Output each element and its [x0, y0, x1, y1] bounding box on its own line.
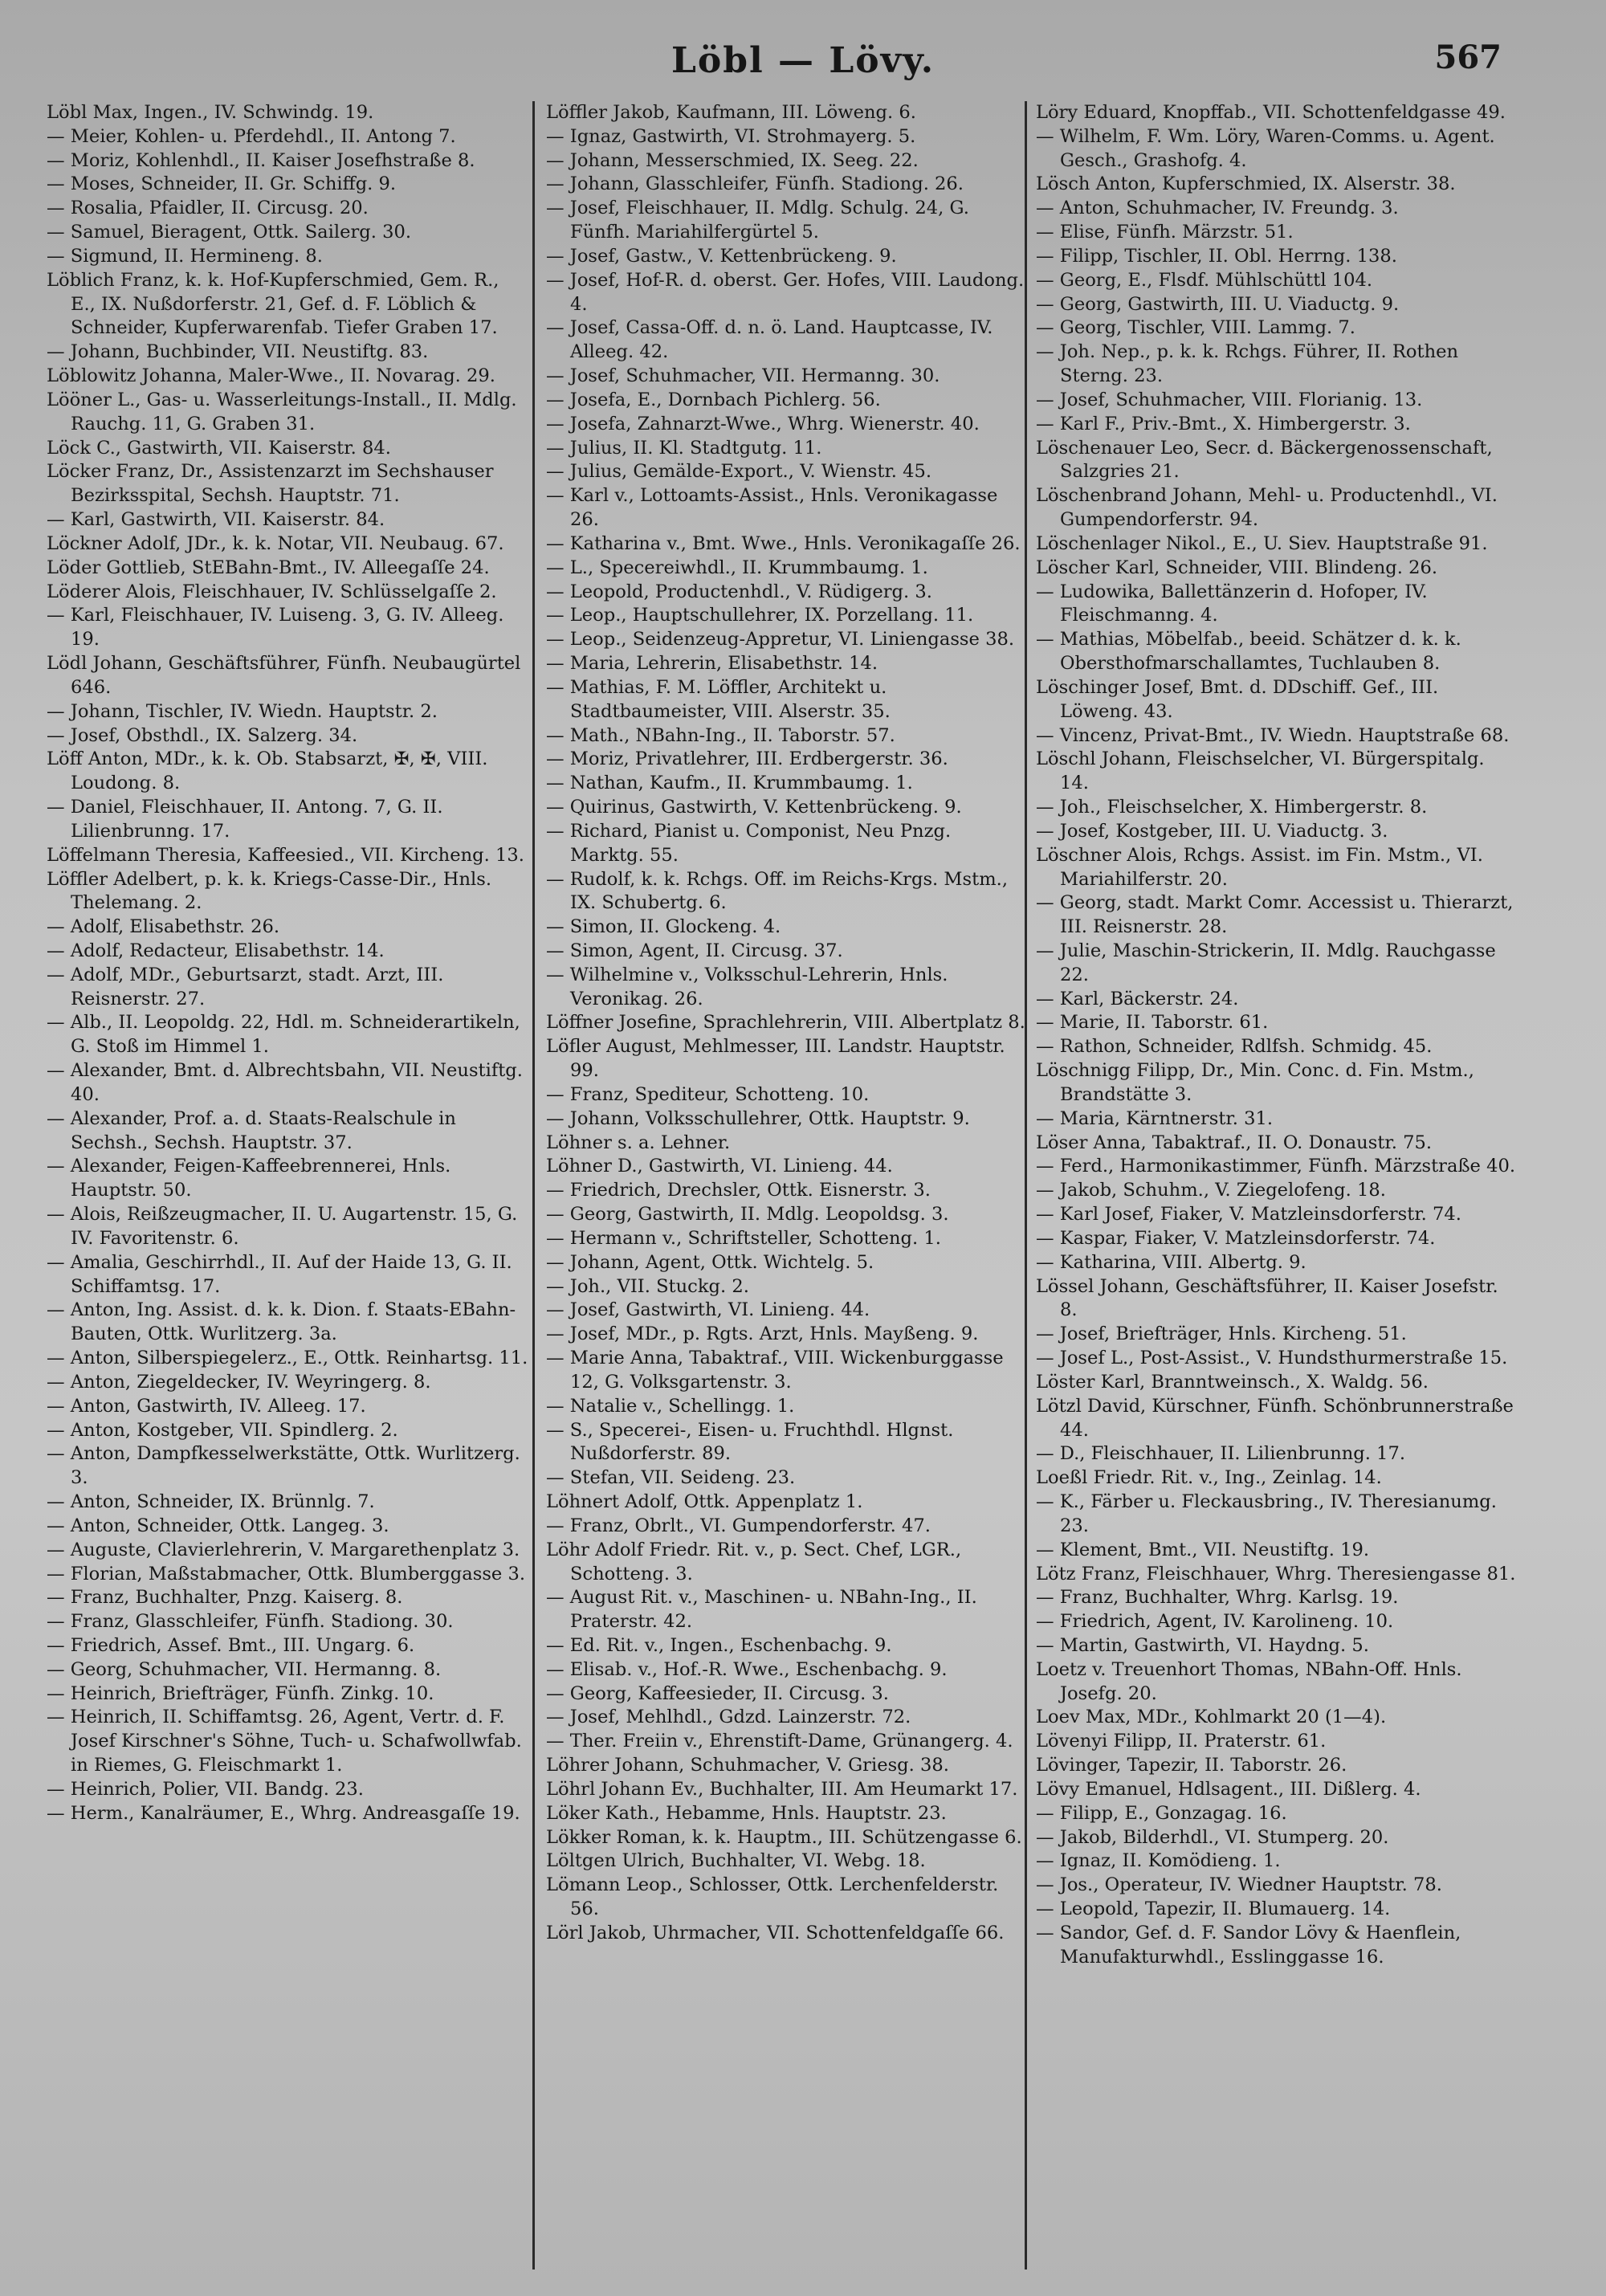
directory-entry: Loeßl Friedr. Rit. v., Ing., Zeinlag. 14.	[1036, 1467, 1382, 1489]
directory-entry: — Franz, Buchhalter, Pnzg. Kaiserg. 8.	[47, 1587, 403, 1609]
directory-entry: Lösch Anton, Kupferschmied, IX. Alserstr. 38.	[1036, 173, 1456, 195]
directory-entry: — Johann, Messerschmied, IX. Seeg. 22.	[546, 149, 919, 171]
directory-entry: — Moriz, Privatlehrer, III. Erdbergerstr. 36.	[546, 748, 948, 770]
directory-entry: Lötz Franz, Fleischhauer, Whrg. Theresiengasse 81.	[1036, 1563, 1516, 1584]
directory-entry: — Josef, Schuhmacher, VII. Hermanng. 30.	[546, 365, 940, 387]
directory-entry: — Hermann v., Schriftsteller, Schotteng. 1.	[546, 1227, 941, 1249]
directory-entry: Löffelmann Theresia, Kaffeesied., VII. Kircheng. 13.	[47, 844, 524, 866]
directory-entry: — Johann, Volksschullehrer, Ottk. Hauptstr. 9.	[546, 1107, 970, 1129]
directory-column-2	[546, 101, 1028, 1946]
directory-entry: — Anton, Gastwirth, IV. Alleeg. 17.	[47, 1395, 366, 1417]
directory-entry: — Natalie v., Schellingg. 1.	[546, 1395, 795, 1417]
directory-entry: Löffner Josefine, Sprachlehrerin, VIII. Albertplatz 8.	[546, 1012, 1025, 1034]
directory-entry: — Joh. Nep., p. k. k. Rchgs. Führer, II. Rothen Sterng. 23.	[1036, 341, 1459, 387]
directory-entry: — Simon, Agent, II. Circusg. 37.	[546, 940, 843, 961]
directory-entry: — Josefa, E., Dornbach Pichlerg. 56.	[546, 389, 881, 410]
column-divider	[532, 101, 535, 2269]
page-number: 567	[1434, 39, 1502, 76]
directory-entry: — Marie Anna, Tabaktraf., VIII. Wickenburggasse 12, G. Volksgartenstr. 3.	[546, 1348, 1004, 1393]
directory-entry: Löblowitz Johanna, Maler-Wwe., II. Novarag. 29.	[47, 365, 495, 387]
directory-entry: — Karl F., Priv.-Bmt., X. Himbergerstr. 3.	[1036, 413, 1411, 434]
directory-entry: — Ludowika, Ballettänzerin d. Hofoper, IV. Fleischmanng. 4.	[1036, 581, 1428, 626]
directory-entry: — Josef, Obsthdl., IX. Salzerg. 34.	[47, 724, 358, 746]
directory-entry: — Math., NBahn-Ing., II. Taborstr. 57.	[546, 724, 895, 746]
directory-entry: — Karl v., Lottoamts-Assist., Hnls. Veronikagasse 26.	[546, 485, 998, 531]
directory-entry: — Ther. Freiin v., Ehrenstift-Dame, Grünangerg. 4.	[546, 1731, 1013, 1752]
directory-entry: — Stefan, VII. Seideng. 23.	[546, 1467, 796, 1489]
directory-entry: — Klement, Bmt., VII. Neustiftg. 19.	[1036, 1539, 1370, 1560]
directory-entry: — Leop., Seidenzeug-Appretur, VI. Liniengasse 38.	[546, 629, 1015, 650]
directory-entry: — Wilhelm, F. Wm. Löry, Waren-Comms. u. Agent. Gesch., Grashofg. 4.	[1036, 125, 1495, 171]
directory-entry: — Joh., VII. Stuckg. 2.	[546, 1275, 749, 1297]
directory-entry: — Georg, stadt. Markt Comr. Accessist u. Thierarzt, III. Reisnerstr. 28.	[1036, 892, 1514, 938]
directory-entry: Löffler Adelbert, p. k. k. Kriegs-Casse-Dir., Hnls. Thelemang. 2.	[47, 868, 492, 914]
directory-entry: — Jakob, Schuhm., V. Ziegelofeng. 18.	[1036, 1180, 1386, 1201]
directory-entry: — August Rit. v., Maschinen- u. NBahn-Ing., II. Praterstr. 42.	[546, 1587, 977, 1633]
directory-entry: Lömann Leop., Schlosser, Ottk. Lerchenfelderstr. 56.	[546, 1874, 999, 1920]
directory-entry: Löck C., Gastwirth, VII. Kaiserstr. 84.	[47, 437, 391, 459]
directory-entry: Lövinger, Tapezir, II. Taborstr. 26.	[1036, 1755, 1347, 1776]
directory-entry: — Rathon, Schneider, Rdlfsh. Schmidg. 45.	[1036, 1036, 1433, 1058]
directory-entry: — Anton, Silberspiegelerz., E., Ottk. Reinhartsg. 11.	[47, 1348, 528, 1369]
directory-entry: — Julius, Gemälde-Export., V. Wienstr. 45.	[546, 461, 932, 483]
directory-entry: — Quirinus, Gastwirth, V. Kettenbrückeng. 9.	[546, 797, 962, 818]
directory-entry: — Alexander, Feigen-Kaffeebrennerei, Hnls. Hauptstr. 50.	[47, 1156, 451, 1201]
directory-entry: Löry Eduard, Knopffab., VII. Schottenfeldgasse 49.	[1036, 102, 1506, 123]
directory-entry: — Friedrich, Agent, IV. Karolineng. 10.	[1036, 1611, 1394, 1633]
directory-entry: Löster Karl, Branntweinsch., X. Waldg. 56.	[1036, 1371, 1429, 1393]
directory-entry: — Josef, Gastwirth, VI. Linieng. 44.	[546, 1299, 870, 1321]
directory-entry: — Franz, Spediteur, Schotteng. 10.	[546, 1083, 870, 1105]
directory-entry: — Sigmund, II. Hermineng. 8.	[47, 245, 323, 267]
directory-entry: — S., Specerei-, Eisen- u. Fruchthdl. Hlgnst. Nußdorferstr. 89.	[546, 1419, 954, 1465]
directory-entry: Lörl Jakob, Uhrmacher, VII. Schottenfeldgaſſe 66.	[546, 1922, 1005, 1943]
directory-entry: Löscher Karl, Schneider, VIII. Blindeng. 26.	[1036, 557, 1438, 578]
directory-entry: — Samuel, Bieragent, Ottk. Sailerg. 30.	[47, 222, 412, 243]
directory-entry: — Anton, Schneider, Ottk. Langeg. 3.	[47, 1515, 389, 1536]
directory-entry: — Leopold, Tapezir, II. Blumauerg. 14.	[1036, 1898, 1391, 1920]
directory-entry: Löhner s. a. Lehner.	[546, 1132, 731, 1153]
directory-entry: — Georg, Tischler, VIII. Lammg. 7.	[1036, 317, 1355, 339]
directory-entry: Löhrer Johann, Schuhmacher, V. Griesg. 38.	[546, 1755, 949, 1776]
directory-entry: — Karl, Bäckerstr. 24.	[1036, 988, 1239, 1009]
directory-entry: — Maria, Kärntnerstr. 31.	[1036, 1107, 1274, 1129]
directory-entry: — Georg, Schuhmacher, VII. Hermanng. 8.	[47, 1658, 442, 1680]
directory-entry: — Josef, Fleischhauer, II. Mdlg. Schulg. 24, G. Fünfh. Mariahilfergürtel 5.	[546, 198, 969, 243]
directory-entry: — Vincenz, Privat-Bmt., IV. Wiedn. Hauptstraße 68.	[1036, 724, 1510, 746]
directory-entry: — Joh., Fleischselcher, X. Himbergerstr. 8.	[1036, 797, 1428, 818]
directory-entry: Löff Anton, MDr., k. k. Ob. Stabsarzt, ✠, ✠, VIII. Loudong. 8.	[47, 748, 488, 794]
directory-entry: — Georg, E., Flsdf. Mühlschüttl 104.	[1036, 269, 1373, 291]
directory-entry: — Ferd., Harmonikastimmer, Fünfh. Märzstraße 40.	[1036, 1156, 1516, 1177]
directory-entry: — Johann, Tischler, IV. Wiedn. Hauptstr. 2.	[47, 700, 438, 722]
directory-entry: Lökker Roman, k. k. Hauptm., III. Schützengasse 6.	[546, 1826, 1022, 1848]
directory-entry: Loetz v. Treuenhort Thomas, NBahn-Off. Hnls. Josefg. 20.	[1036, 1658, 1462, 1704]
directory-entry: — Julius, II. Kl. Stadtgutg. 11.	[546, 437, 822, 459]
directory-entry: Löfler August, Mehlmesser, III. Landstr. Hauptstr. 99.	[546, 1036, 1005, 1082]
directory-entry: — Anton, Kostgeber, VII. Spindlerg. 2.	[47, 1419, 398, 1441]
directory-entry: — Franz, Glasschleifer, Fünfh. Stadiong. 30.	[47, 1611, 454, 1633]
directory-entry: — Johann, Buchbinder, VII. Neustiftg. 83.	[47, 341, 429, 363]
directory-entry: — L., Specereiwhdl., II. Krummbaumg. 1.	[546, 557, 928, 578]
directory-entry: Lövy Emanuel, Hdlsagent., III. Dißlerg. 4.	[1036, 1778, 1421, 1800]
directory-entry: — Ignaz, II. Komödieng. 1.	[1036, 1850, 1281, 1872]
directory-entry: Löbl Max, Ingen., IV. Schwindg. 19.	[47, 102, 374, 123]
directory-entry: — Anton, Schneider, IX. Brünnlg. 7.	[47, 1491, 375, 1513]
page-title: Löbl — Lövy.	[671, 40, 935, 81]
directory-entry: — Mathias, F. M. Löffler, Architekt u. Stadtbaumeister, VIII. Alserstr. 35.	[546, 676, 891, 722]
directory-entry: — Mathias, Möbelfab., beeid. Schätzer d. k. k. Obersthofmarschallamtes, Tuchlauben 8.	[1036, 629, 1461, 675]
directory-entry: Löcker Franz, Dr., Assistenzarzt im Sechshauser Bezirksspital, Sechsh. Hauptstr. 71.	[47, 461, 494, 507]
directory-entry: Löhnert Adolf, Ottk. Appenplatz 1.	[546, 1491, 863, 1513]
directory-entry: — D., Fleischhauer, II. Lilienbrunng. 17.	[1036, 1443, 1406, 1465]
directory-entry: Lödl Johann, Geschäftsführer, Fünfh. Neubaugürtel 646.	[47, 653, 521, 698]
directory-entry: Löschenlager Nikol., E., U. Siev. Hauptstraße 91.	[1036, 532, 1488, 554]
directory-entry: — Adolf, MDr., Geburtsarzt, stadt. Arzt, III. Reisnerstr. 27.	[47, 964, 444, 1009]
directory-entry: — Kaspar, Fiaker, V. Matzleinsdorferstr. 74.	[1036, 1227, 1436, 1249]
directory-entry: Löderer Alois, Fleischhauer, IV. Schlüsselgaſſe 2.	[47, 581, 497, 602]
directory-entry: Lötzl David, Kürschner, Fünfh. Schönbrunnerstraße 44.	[1036, 1395, 1514, 1441]
directory-entry: Löhrl Johann Ev., Buchhalter, III. Am Heumarkt 17.	[546, 1778, 1018, 1800]
directory-entry: — Amalia, Geschirrhdl., II. Auf der Haide 13, G. II. Schiffamtsg. 17.	[47, 1251, 512, 1297]
directory-entry: Löckner Adolf, JDr., k. k. Notar, VII. Neubaug. 67.	[47, 532, 504, 554]
directory-entry: — Anton, Schuhmacher, IV. Freundg. 3.	[1036, 198, 1399, 219]
directory-entry: — Josef, Mehlhdl., Gdzd. Lainzerstr. 72.	[546, 1707, 911, 1728]
directory-entry: — Friedrich, Drechsler, Ottk. Eisnerstr. 3.	[546, 1180, 931, 1201]
directory-entry: — Johann, Agent, Ottk. Wichtelg. 5.	[546, 1251, 874, 1273]
directory-entry: — Martin, Gastwirth, VI. Haydng. 5.	[1036, 1635, 1369, 1656]
directory-entry: — Karl, Gastwirth, VII. Kaiserstr. 84.	[47, 509, 385, 531]
directory-entry: — Rudolf, k. k. Rchgs. Off. im Reichs-Krgs. Mstm., IX. Schubertg. 6.	[546, 868, 1009, 914]
directory-entry: Loev Max, MDr., Kohlmarkt 20 (1—4).	[1036, 1707, 1387, 1728]
directory-entry: Löder Gottlieb, StEBahn-Bmt., IV. Alleegaſſe 24.	[47, 557, 490, 578]
directory-entry: — Alexander, Bmt. d. Albrechtsbahn, VII. Neustiftg. 40.	[47, 1060, 523, 1105]
directory-entry: Lövenyi Filipp, II. Praterstr. 61.	[1036, 1731, 1327, 1752]
directory-entry: — Georg, Gastwirth, III. U. Viaductg. 9.	[1036, 293, 1400, 315]
directory-entry: Löffler Jakob, Kaufmann, III. Löweng. 6.	[546, 102, 916, 123]
directory-entry: — Anton, Dampfkesselwerkstätte, Ottk. Wurlitzerg. 3.	[47, 1443, 520, 1489]
directory-entry: — K., Färber u. Fleckausbring., IV. Theresianumg. 23.	[1036, 1491, 1497, 1536]
directory-entry: — Katharina v., Bmt. Wwe., Hnls. Veronikagaſſe 26.	[546, 532, 1021, 554]
directory-entry: — Josef, Gastw., V. Kettenbrückeng. 9.	[546, 245, 897, 267]
directory-entry: — Marie, II. Taborstr. 61.	[1036, 1012, 1269, 1034]
directory-entry: — Maria, Lehrerin, Elisabethstr. 14.	[546, 653, 878, 675]
directory-entry: — Friedrich, Assef. Bmt., III. Ungarg. 6.	[47, 1635, 415, 1656]
directory-entry: Löschenauer Leo, Secr. d. Bäckergenossenschaft, Salzgries 21.	[1036, 437, 1493, 483]
directory-entry: Löschinger Josef, Bmt. d. DDschiff. Gef., III. Löweng. 43.	[1036, 676, 1439, 722]
directory-entry: Löschner Alois, Rchgs. Assist. im Fin. Mstm., VI. Mariahilferstr. 20.	[1036, 844, 1483, 890]
directory-entry: — Franz, Obrlt., VI. Gumpendorferstr. 47.	[546, 1515, 931, 1536]
directory-entry: — Florian, Maßstabmacher, Ottk. Blumberggasse 3.	[47, 1563, 526, 1584]
directory-entry: — Meier, Kohlen- u. Pferdehdl., II. Antong 7.	[47, 125, 456, 147]
directory-entry: Löltgen Ulrich, Buchhalter, VI. Webg. 18.	[546, 1850, 926, 1872]
directory-entry: — Jakob, Bilderhdl., VI. Stumperg. 20.	[1036, 1826, 1389, 1848]
directory-entry: — Sandor, Gef. d. F. Sandor Lövy & Haenflein, Manufakturwhdl., Esslinggasse 16.	[1036, 1922, 1461, 1968]
directory-entry: — Heinrich, Polier, VII. Bandg. 23.	[47, 1778, 364, 1800]
directory-entry: — Simon, II. Glockeng. 4.	[546, 916, 781, 938]
directory-column-3	[1036, 101, 1518, 1970]
directory-entry: — Josef L., Post-Assist., V. Hundsthurmerstraße 15.	[1036, 1348, 1508, 1369]
directory-entry: — Julie, Maschin-Strickerin, II. Mdlg. Rauchgasse 22.	[1036, 940, 1496, 985]
directory-entry: — Ignaz, Gastwirth, VI. Strohmayerg. 5.	[546, 125, 916, 147]
directory-entry: — Leopold, Productenhdl., V. Rüdigerg. 3.	[546, 581, 932, 602]
directory-entry: — Josef, Briefträger, Hnls. Kircheng. 51.	[1036, 1323, 1407, 1345]
directory-entry: — Auguste, Clavierlehrerin, V. Margarethenplatz 3.	[47, 1539, 520, 1560]
directory-entry: — Elisab. v., Hof.-R. Wwe., Eschenbachg. 9.	[546, 1658, 948, 1680]
directory-entry: Löschenbrand Johann, Mehl- u. Productenhdl., VI. Gumpendorferstr. 94.	[1036, 485, 1498, 531]
directory-entry: — Herm., Kanalräumer, E., Whrg. Andreasgaſſe 19.	[47, 1802, 520, 1824]
directory-entry: — Josef, Schuhmacher, VIII. Florianig. 13.	[1036, 389, 1423, 410]
directory-entry: — Nathan, Kaufm., II. Krummbaumg. 1.	[546, 773, 913, 794]
directory-entry: — Wilhelmine v., Volksschul-Lehrerin, Hnls. Veronikag. 26.	[546, 964, 948, 1009]
directory-entry: Löker Kath., Hebamme, Hnls. Hauptstr. 23.	[546, 1802, 947, 1824]
directory-entry: — Filipp, E., Gonzagag. 16.	[1036, 1802, 1287, 1824]
directory-entry: — Anton, Ing. Assist. d. k. k. Dion. f. Staats-EBahn-Bauten, Ottk. Wurlitzerg. 3a.	[47, 1299, 516, 1345]
directory-entry: — Adolf, Redacteur, Elisabethstr. 14.	[47, 940, 385, 961]
directory-entry: — Katharina, VIII. Albertg. 9.	[1036, 1251, 1306, 1273]
directory-entry: — Moses, Schneider, II. Gr. Schiffg. 9.	[47, 173, 397, 195]
directory-entry: — Leop., Hauptschullehrer, IX. Porzellang. 11.	[546, 605, 974, 626]
directory-entry: — Daniel, Fleischhauer, II. Antong. 7, G. II. Lilienbrunng. 17.	[47, 797, 443, 842]
directory-entry: Löser Anna, Tabaktraf., II. O. Donaustr. 75.	[1036, 1132, 1433, 1153]
directory-entry: Löhr Adolf Friedr. Rit. v., p. Sect. Chef, LGR., Schotteng. 3.	[546, 1539, 962, 1584]
directory-entry: — Georg, Gastwirth, II. Mdlg. Leopoldsg. 3.	[546, 1204, 949, 1225]
directory-entry: Löblich Franz, k. k. Hof-Kupferschmied, Gem. R., E., IX. Nußdorferstr. 21, Gef. d. F. Löblich & Schneider, Kupferwarenfab. Tiefer Graben 17.	[47, 269, 499, 339]
directory-entry: Lööner L., Gas- u. Wasserleitungs-Install., II. Mdlg. Rauchg. 11, G. Graben 31.	[47, 389, 517, 434]
directory-entry: — Jos., Operateur, IV. Wiedner Hauptstr. 78.	[1036, 1874, 1442, 1896]
directory-entry: — Elise, Fünfh. Märzstr. 51.	[1036, 222, 1294, 243]
directory-entry: — Johann, Glasschleifer, Fünfh. Stadiong. 26.	[546, 173, 964, 195]
directory-entry: — Adolf, Elisabethstr. 26.	[47, 916, 280, 938]
directory-entry: — Josef, Cassa-Off. d. n. ö. Land. Hauptcasse, IV. Alleeg. 42.	[546, 317, 993, 363]
directory-entry: — Franz, Buchhalter, Whrg. Karlsg. 19.	[1036, 1587, 1399, 1609]
directory-entry: — Richard, Pianist u. Componist, Neu Pnzg. Marktg. 55.	[546, 820, 952, 866]
directory-entry: — Alb., II. Leopoldg. 22, Hdl. m. Schneiderartikeln, G. Stoß im Himmel 1.	[47, 1012, 520, 1058]
directory-entry: — Josef, MDr., p. Rgts. Arzt, Hnls. Mayßeng. 9.	[546, 1323, 979, 1345]
directory-entry: Löschl Johann, Fleischselcher, VI. Bürgerspitalg. 14.	[1036, 748, 1485, 794]
page-header	[0, 35, 1606, 92]
directory-entry: Löschnigg Filipp, Dr., Min. Conc. d. Fin. Mstm., Brandstätte 3.	[1036, 1060, 1474, 1105]
directory-entry: — Georg, Kaffeesieder, II. Circusg. 3.	[546, 1682, 889, 1704]
directory-entry: — Karl Josef, Fiaker, V. Matzleinsdorferstr. 74.	[1036, 1204, 1461, 1225]
directory-entry: Lössel Johann, Geschäftsführer, II. Kaiser Josefstr. 8.	[1036, 1275, 1498, 1321]
directory-entry: — Heinrich, Briefträger, Fünfh. Zinkg. 10.	[47, 1682, 434, 1704]
directory-entry: — Alois, Reißzeugmacher, II. U. Augartenstr. 15, G. IV. Favoritenstr. 6.	[47, 1204, 518, 1249]
directory-entry: — Karl, Fleischhauer, IV. Luiseng. 3, G. IV. Alleeg. 19.	[47, 605, 504, 650]
directory-entry: Löhner D., Gastwirth, VI. Linieng. 44.	[546, 1156, 893, 1177]
directory-entry: — Josef, Kostgeber, III. U. Viaductg. 3.	[1036, 820, 1388, 842]
directory-entry: — Heinrich, II. Schiffamtsg. 26, Agent, Vertr. d. F. Josef Kirschner's Söhne, Tuch- u. Schafwollwfab. in Riemes, G. Fleischmarkt 1.	[47, 1707, 522, 1776]
directory-entry: — Anton, Ziegeldecker, IV. Weyringerg. 8.	[47, 1371, 431, 1393]
directory-entry: — Josef, Hof-R. d. oberst. Ger. Hofes, VIII. Laudong. 4.	[546, 269, 1025, 315]
directory-column-1	[47, 101, 528, 1826]
directory-entry: — Ed. Rit. v., Ingen., Eschenbachg. 9.	[546, 1635, 892, 1656]
directory-entry: — Rosalia, Pfaidler, II. Circusg. 20.	[47, 198, 369, 219]
directory-entry: — Josefa, Zahnarzt-Wwe., Whrg. Wienerstr. 40.	[546, 413, 980, 434]
directory-entry: — Alexander, Prof. a. d. Staats-Realschule in Sechsh., Sechsh. Hauptstr. 37.	[47, 1107, 456, 1153]
directory-entry: — Moriz, Kohlenhdl., II. Kaiser Josefhstraße 8.	[47, 149, 475, 171]
directory-entry: — Filipp, Tischler, II. Obl. Herrng. 138.	[1036, 245, 1397, 267]
